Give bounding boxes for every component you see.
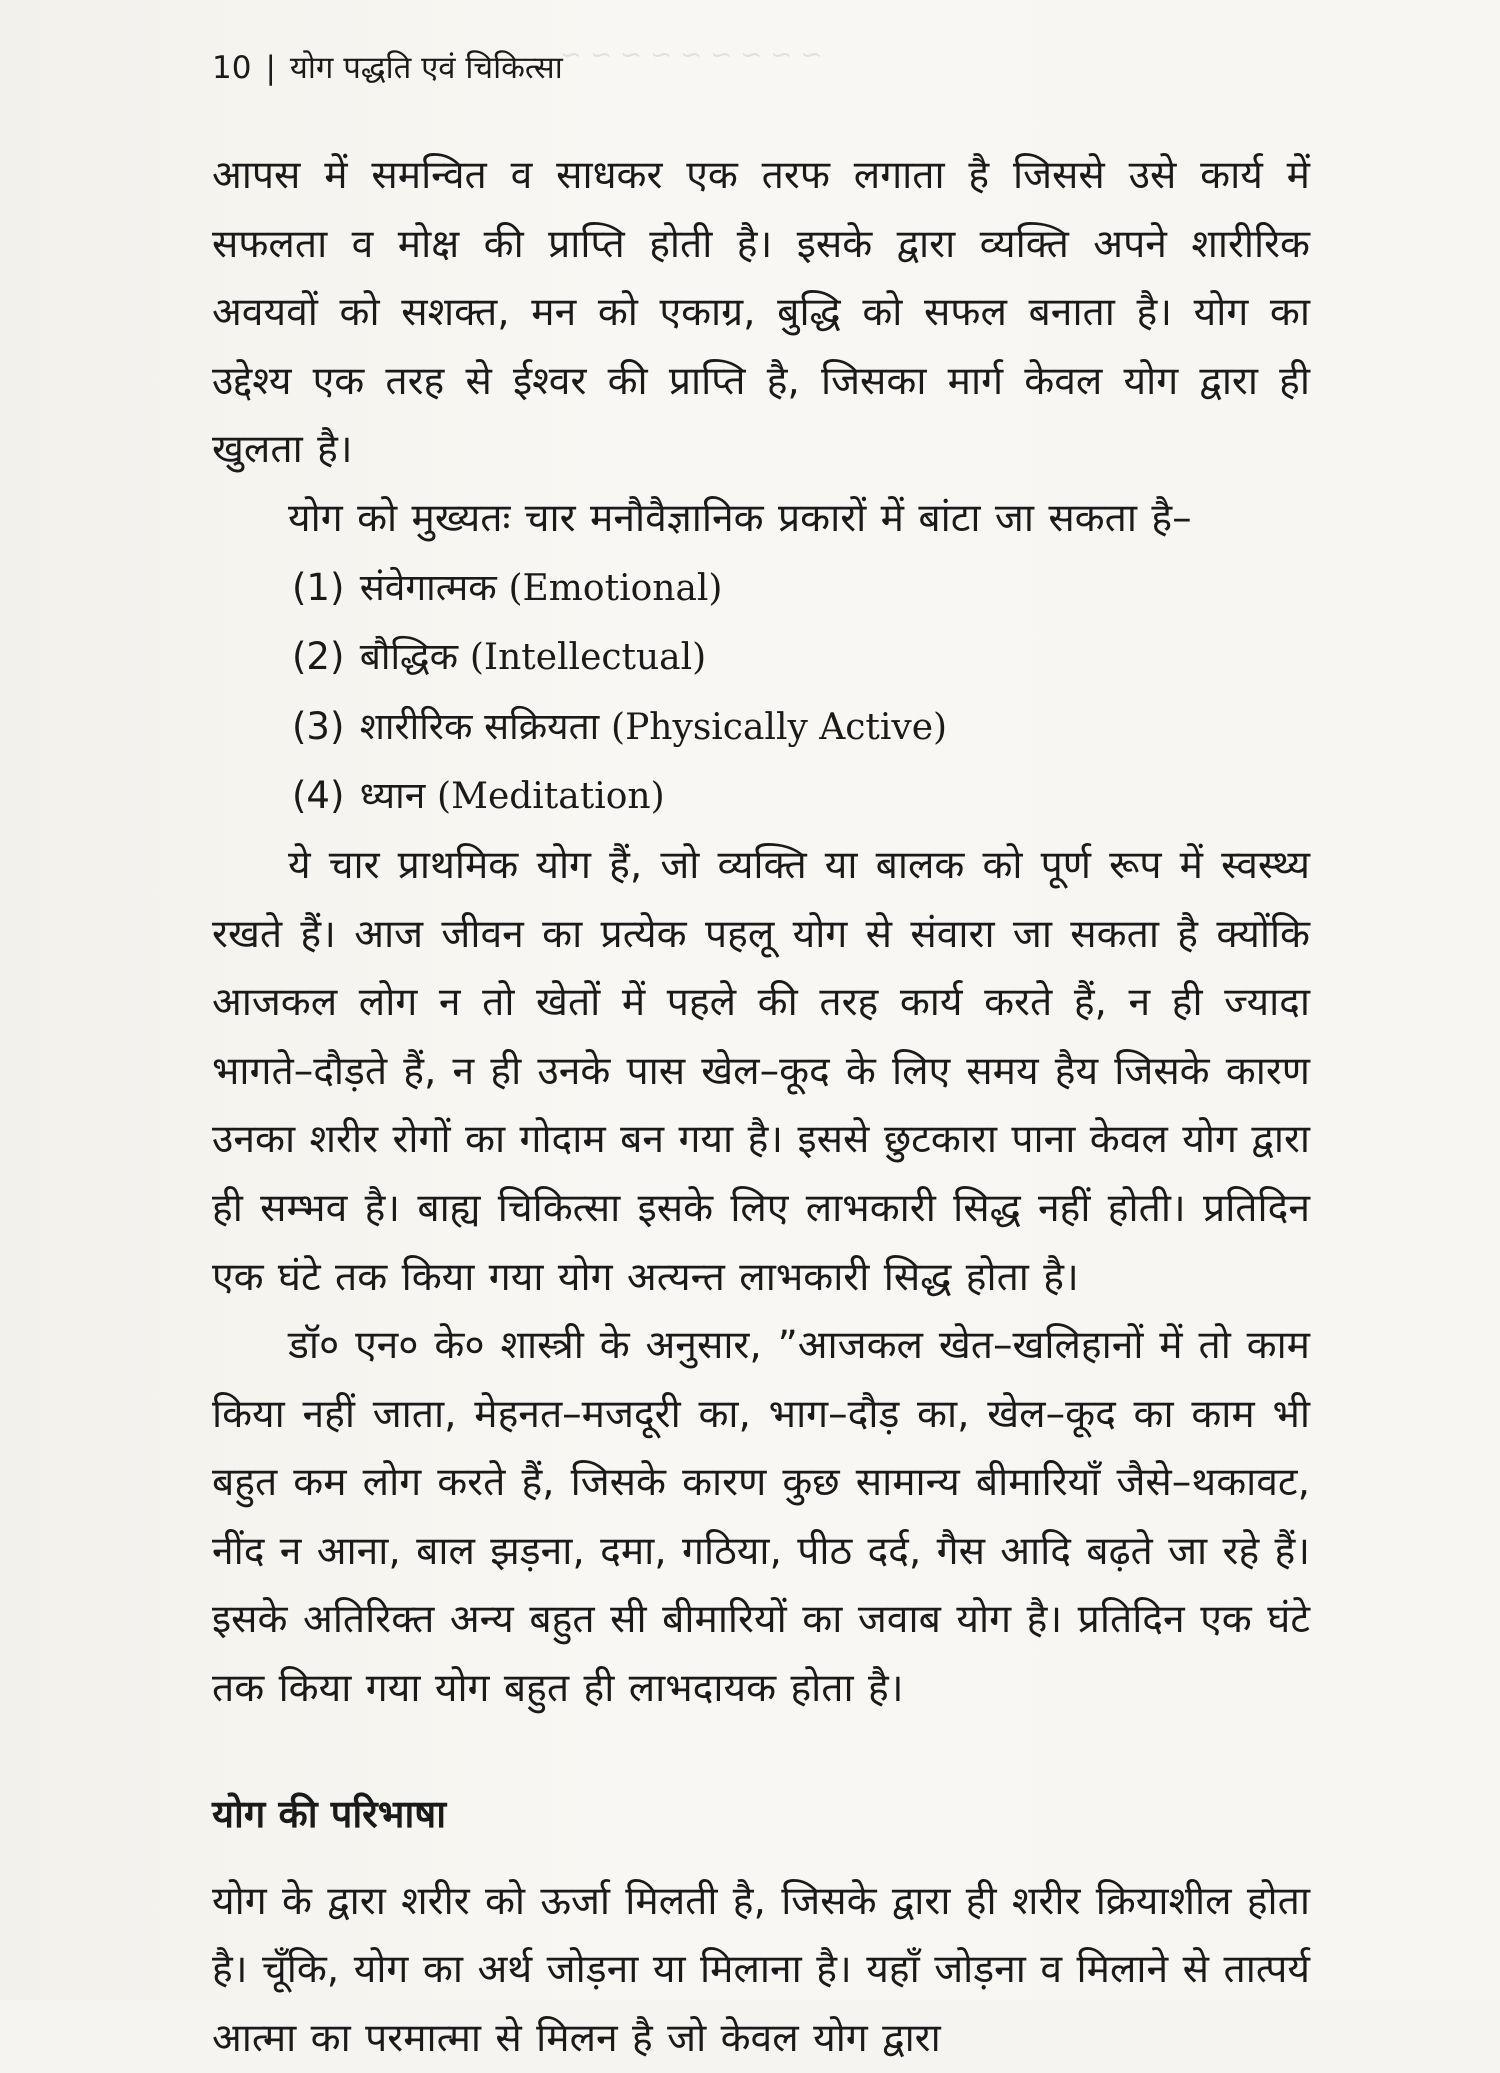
running-header	[212, 48, 563, 88]
paragraph-5: योग के द्वारा शरीर को ऊर्जा मिलती है, जिसके द्वारा ही शरीर क्रियाशील होता है। चूँकि, योग का अर्थ जोड़ना या मिलाना है। यहाँ जोड़ना व मिलाने से तात्पर्य आत्मा का परमात्मा से मिलन है जो केवल योग द्वारा	[212, 1878, 1310, 2061]
list-item-hindi: बौद्धिक	[359, 635, 459, 679]
list-item	[212, 623, 1310, 693]
list-item	[212, 762, 1310, 832]
page-body	[212, 142, 1310, 2073]
paragraph-2: योग को मुख्यतः चार मनौवैज्ञानिक प्रकारों में बांटा जा सकता है–	[288, 495, 1192, 541]
list-item	[212, 693, 1310, 763]
paragraph-1: आपस में समन्वित व साधकर एक तरफ लगाता है जिससे उसे कार्य में सफलता व मोक्ष की प्राप्ति होती है। इसके द्वारा व्यक्ति अपने शारीरिक अवयवों को सशक्त, मन को एकाग्र, बुद्धि को सफल बनाता है। योग का उद्देश्य एक तरह से ईश्वर की प्राप्ति है, जिसका मार्ग केवल योग द्वारा ही खुलता है।	[212, 153, 1310, 473]
list-item-number: (2)	[292, 635, 345, 679]
show-through-text: ~ ~ ~ ~ ~ ~ ~ ~ ~	[560, 40, 823, 70]
list-item	[212, 554, 1310, 624]
list-item-number: (3)	[292, 704, 345, 748]
list-item-english: (Intellectual)	[469, 637, 707, 679]
section-heading: योग की परिभाषा	[212, 1791, 447, 1836]
list-item-english: (Emotional)	[508, 567, 723, 609]
page-number: 10	[212, 50, 252, 86]
list-item-number: (4)	[292, 774, 345, 818]
list-item-number: (1)	[292, 565, 345, 609]
yoga-types-list	[212, 554, 1310, 832]
book-title: योग पद्धति एवं चिकित्सा	[289, 50, 563, 86]
paragraph-3: ये चार प्राथमिक योग हैं, जो व्यक्ति या बालक को पूर्ण रूप में स्वस्थ्य रखते हैं। आज जीवन का प्रत्येक पहलू योग से संवारा जा सकता है क्योंकि आजकल लोग न तो खेतों में पहले की तरह कार्य करते हैं, न ही ज्यादा भागते–दौड़ते हैं, न ही उनके पास खेल–कूद के लिए समय हैय जिसके कारण उनका शरीर रोगों का गोदाम बन गया है। इससे छुटकारा पाना केवल योग द्वारा ही सम्भव है। बाह्य चिकित्सा इसके लिए लाभकारी सिद्ध नहीं होती। प्रतिदिन एक घंटे तक किया गया योग अत्यन्त लाभकारी सिद्ध होता है।	[212, 842, 1310, 1300]
list-item-hindi: शारीरिक सक्रियता	[359, 704, 600, 748]
list-item-english: (Physically Active)	[611, 706, 948, 748]
paragraph-4: डॉ० एन० के० शास्त्री के अनुसार, ”आजकल खेत–खलिहानों में तो काम किया नहीं जाता, मेहनत–मजदूरी का, भाग–दौड़ का, खेल–कूद का काम भी बहुत कम लोग करते हैं, जिसके कारण कुछ सामान्य बीमारियाँ जैसे–थकावट, नींद न आना, बाल झड़ना, दमा, गठिया, पीठ दर्द, गैस आदि बढ़ते जा रहे हैं। इसके अतिरिक्त अन्य बहुत सी बीमारियों का जवाब योग है। प्रतिदिन एक घंटे तक किया गया योग बहुत ही लाभदायक होता है।	[212, 1323, 1310, 1712]
list-item-hindi: ध्यान	[359, 774, 426, 818]
header-separator: |	[265, 50, 276, 86]
list-item-hindi: संवेगात्मक	[359, 565, 497, 609]
list-item-english: (Meditation)	[437, 776, 665, 818]
